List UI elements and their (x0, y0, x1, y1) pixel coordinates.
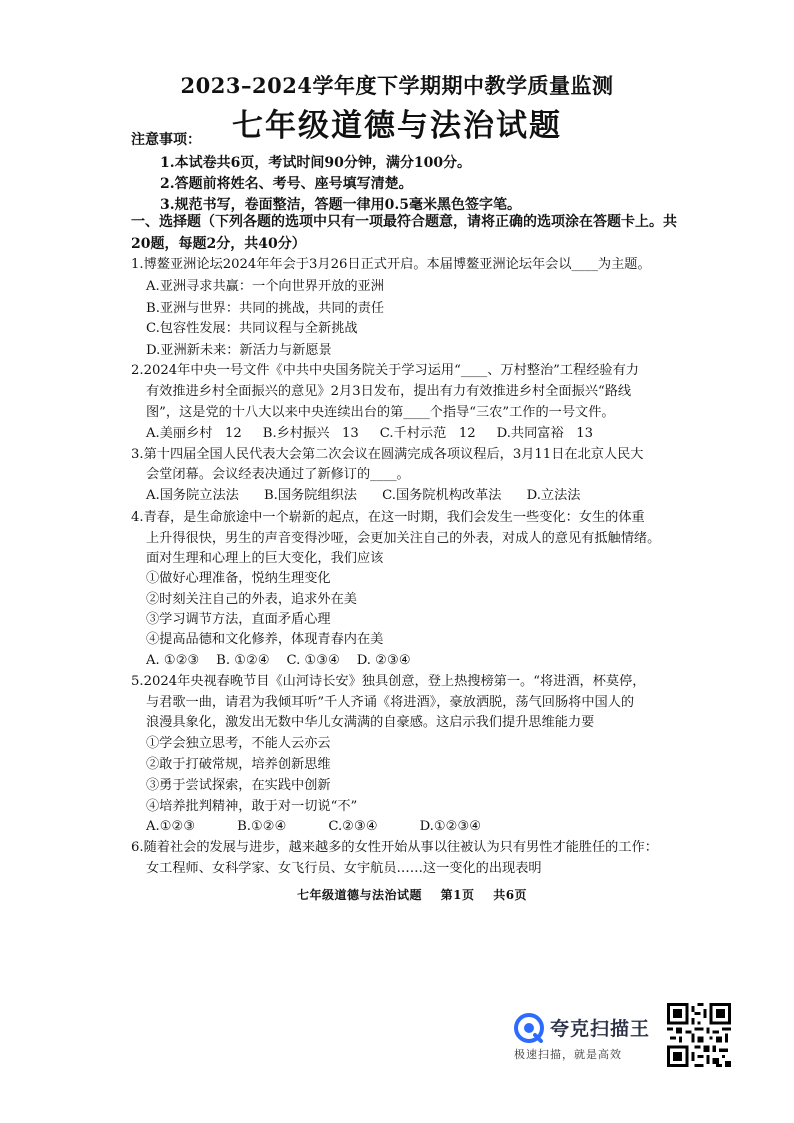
question-4-stem: 4.青春，是生命旅途中一个崭新的起点，在这一时期，我们会发生一些变化：女生的体重 (131, 510, 645, 525)
question-1-option-c: C.包容性发展：共同议程与全新挑战 (146, 321, 358, 336)
question-1-option-d: D.亚洲新未来：新活力与新愿景 (146, 343, 332, 358)
question-5-statement: ③勇于尝试探索，在实践中创新 (146, 778, 331, 793)
exam-header: 2023–2024学年度下学期期中教学质量监测 (180, 73, 614, 98)
question-2-stem: 2.2024年中央一号文件《中共中央国务院关于学习运用“____、万村整治”工程经验有力 (131, 363, 639, 378)
question-3-stem: 3.第十四届全国人民代表大会第二次会议在圆满完成各项议程后，3月11日在北京人民大 (131, 447, 644, 462)
notice-item: 1.本试卷共6页，考试时间90分钟，满分100分。 (160, 155, 472, 171)
question-6-stem: 女工程师、女科学家、女飞行员、女宇航员……这一变化的出现表明 (146, 861, 542, 876)
section-heading (131, 211, 677, 255)
notice-item: 2.答题前将姓名、考号、座号填写清楚。 (160, 176, 413, 192)
question-4-options: A. ①②③ B. ①②④ C. ①③④ D. ②③④ (146, 653, 411, 668)
question-1-option-b: B.亚洲与世界：共同的挑战，共同的责任 (146, 301, 385, 316)
question-5-statement: ②敢于打破常规，培养创新思维 (146, 757, 331, 772)
scanner-brand: 夸克扫描王 (550, 1018, 651, 1040)
page-footer: 七年级道德与法治试题 第1页 共6页 (296, 888, 528, 902)
page-title: 七年级道德与法治试题 (232, 108, 562, 144)
question-1-stem: 1.博鳌亚洲论坛2024年年会于3月26日正式开启。本届博鳌亚洲论坛年会以____为主题。 (131, 257, 651, 272)
question-6-stem: 6.随着社会的发展与进步，越来越多的女性开始从事以往被认为只有男性才能胜任的工作： (131, 840, 658, 855)
question-4-stem: 上升得很快，男生的声音变得沙哑，会更加关注自己的外表，对成人的意见有抵触情绪。 (146, 531, 661, 546)
notice-item: 3.规范书写，卷面整洁，答题一律用0.5毫米黑色签字笔。 (160, 197, 521, 213)
question-5-stem: 5.2024年央视春晚节目《山河诗长安》独具创意，登上热搜榜第一。“将进酒，杯莫停， (131, 674, 646, 689)
question-1-option-a: A.亚洲寻求共赢：一个向世界开放的亚洲 (146, 279, 384, 294)
scanner-logo-icon (514, 1013, 544, 1043)
question-4-statement: ②时刻关注自己的外表，追求外在美 (146, 592, 357, 607)
question-4-statement: ①做好心理准备，悦纳生理变化 (146, 571, 331, 586)
question-4-stem: 面对生理和心理上的巨大变化，我们应该 (146, 551, 384, 566)
question-3-options: A.国务院立法法 B.国务院组织法 C.国务院机构改革法 D.立法法 (146, 488, 581, 503)
question-4-statement: ④提高品德和文化修养，体现青春内在美 (146, 632, 384, 647)
question-5-statement: ①学会独立思考，不能人云亦云 (146, 736, 331, 751)
question-2-stem: 有效推进乡村全面振兴的意见》2月3日发布，提出有力有效推进乡村全面振兴“路线 (146, 384, 632, 399)
section-heading-line: 20题，每题2分，共40分） (131, 236, 306, 252)
question-2-stem: 图”，这是党的十八大以来中央连续出台的第____个指导“三农”工作的一号文件。 (146, 405, 615, 420)
notice-title: 注意事项： (131, 132, 201, 148)
question-5-stem: 与君歌一曲，请君为我倾耳听”千人齐诵《将进酒》，豪放洒脱，荡气回肠将中国人的 (146, 695, 635, 710)
question-5-stem: 浪漫具象化，激发出无数中华儿女满满的自豪感。这启示我们提升思维能力要 (146, 715, 595, 730)
question-3-stem: 会堂闭幕。会议经表决通过了新修订的____。 (146, 467, 410, 482)
qr-code-icon (667, 1003, 731, 1067)
question-4-statement: ③学习调节方法，直面矛盾心理 (146, 612, 331, 627)
scanner-watermark (514, 1007, 664, 1067)
section-heading-line: 一、选择题（下列各题的选项中只有一项最符合题意，请将正确的选项涂在答题卡上。共 (131, 214, 677, 230)
question-2-options: A.美丽乡村 12 B.乡村振兴 13 C.千村示范 12 D.共同富裕 13 (146, 426, 594, 441)
question-5-options: A.①②③ B.①②④ C.②③④ D.①②③④ (146, 819, 482, 834)
question-5-statement: ④培养批判精神，敢于对一切说“不” (146, 799, 358, 814)
scanner-slogan: 极速扫描，就是高效 (514, 1048, 622, 1061)
